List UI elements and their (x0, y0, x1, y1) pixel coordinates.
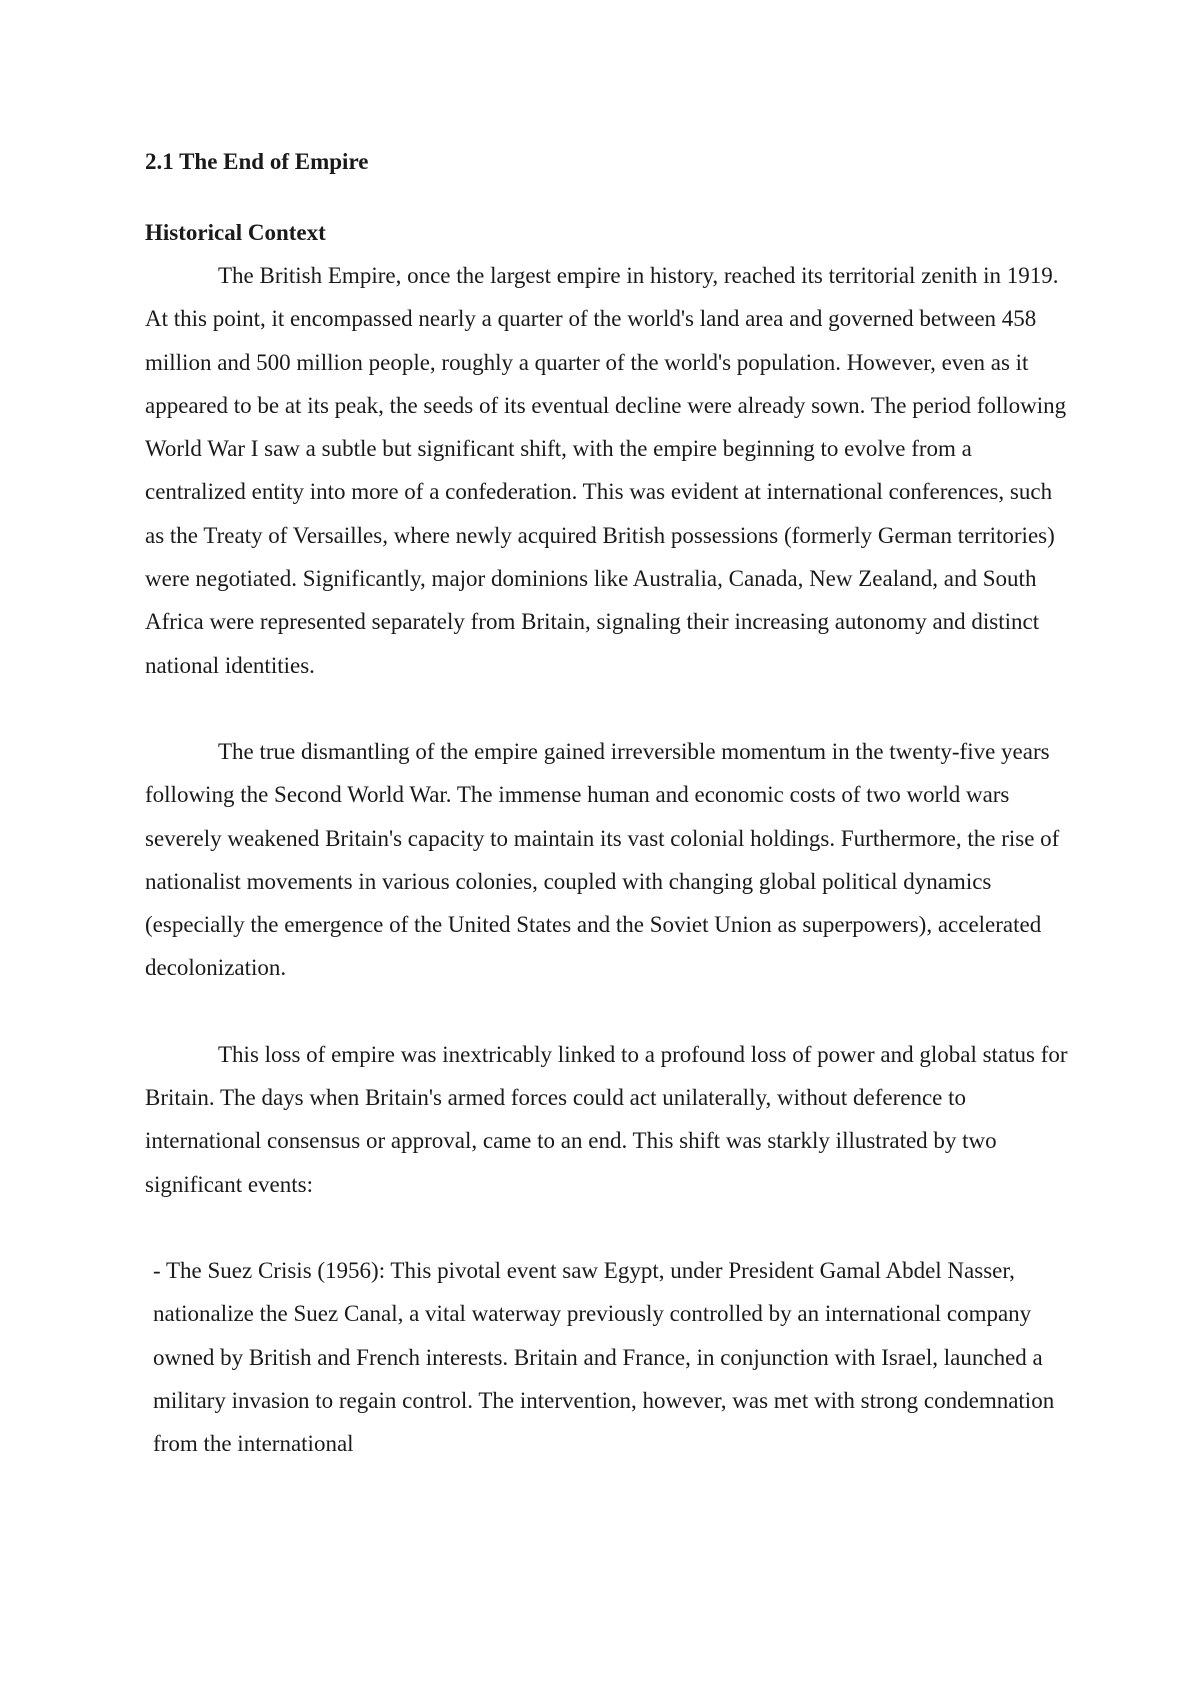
paragraph-2: The true dismantling of the empire gained irreversible momentum in the twenty-five years following the Second World War. The immense human and economic costs of two world wars severely weakened Britain's capacity to maintain its vast colonial holdings. Furthermore, the rise of nationalist movements in various colonies, coupled with changing global political dynamics (especially the emergence of the United States and the Soviet Union as superpowers), accelerated decolonization. (145, 738, 1060, 981)
document-body (145, 140, 1075, 1465)
section-title: 2.1 The End of Empire (145, 149, 369, 174)
paragraph-1: The British Empire, once the largest empire in history, reached its territorial zenith in 1919. At this point, it encompassed nearly a quarter of the world's land area and governed between 458 million and 500 million people, roughly a quarter of the world's population. However, even as it appeared to be at its peak, the seeds of its eventual decline were already sown. The period following World War I saw a subtle but significant shift, with the empire beginning to evolve from a centralized entity into more of a confederation. This was evident at international conferences, such as the Treaty of Versailles, where newly acquired British possessions (formerly German territories) were negotiated. Significantly, major dominions like Australia, Canada, New Zealand, and South Africa were represented separately from Britain, signaling their increasing autonomy and distinct national identities. (145, 263, 1067, 678)
subheading-historical-context: Historical Context (145, 220, 326, 245)
paragraph-3: This loss of empire was inextricably linked to a profound loss of power and global status for Britain. The days when Britain's armed forces could act unilaterally, without deference to international consensus or approval, came to an end. This shift was starkly illustrated by two significant events: (145, 1041, 1068, 1197)
bullet-suez-crisis: - The Suez Crisis (1956): This pivotal event saw Egypt, under President Gamal Abdel Nasser, nationalize the Suez Canal, a vital waterway previously controlled by an international company owned by British and French interests. Britain and France, in conjunction with Israel, launched a military invasion to regain control. The intervention, however, was met with strong condemnation from the international (153, 1257, 1055, 1457)
